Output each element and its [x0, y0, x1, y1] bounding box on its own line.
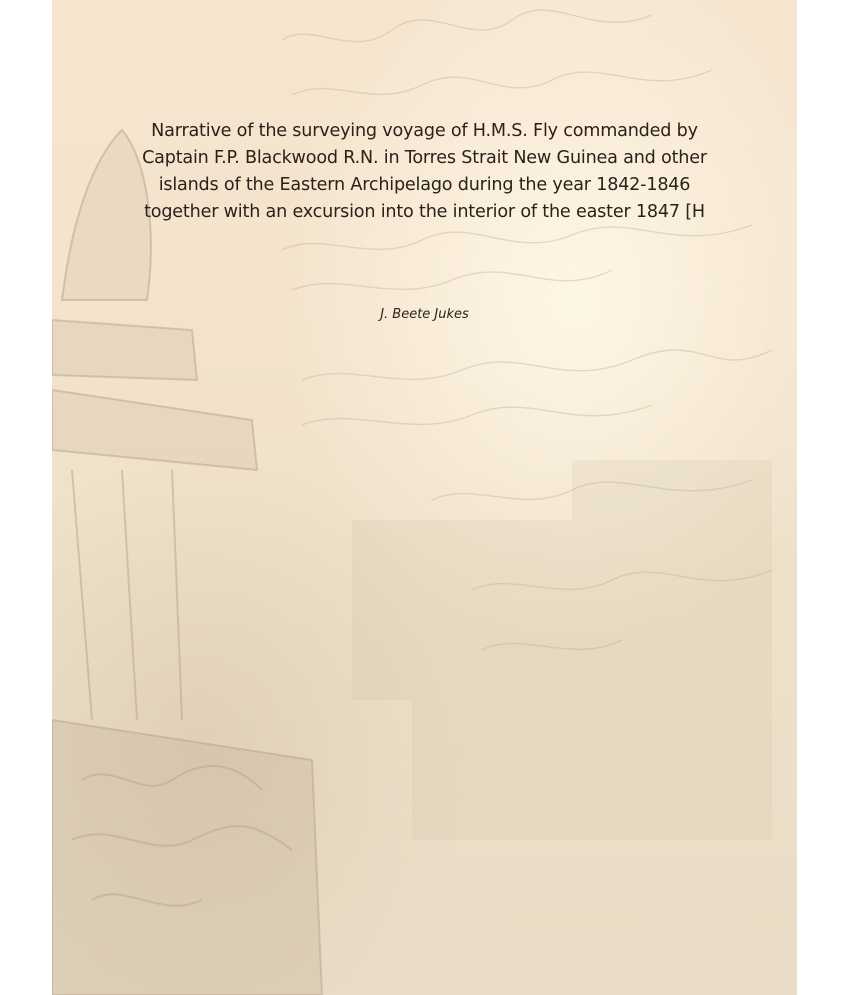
- book-title-line: Narrative of the surveying voyage of H.M.S. Fly commanded by: [151, 121, 698, 141]
- book-author: J. Beete Jukes: [380, 307, 469, 322]
- book-title: [72, 118, 777, 226]
- book-cover: [52, 0, 797, 995]
- book-title-line: together with an excursion into the interior of the easter 1847 [H: [144, 202, 705, 222]
- book-title-line: islands of the Eastern Archipelago during the year 1842-1846: [158, 175, 691, 195]
- book-title-line: Captain F.P. Blackwood R.N. in Torres Strait New Guinea and other: [142, 148, 707, 168]
